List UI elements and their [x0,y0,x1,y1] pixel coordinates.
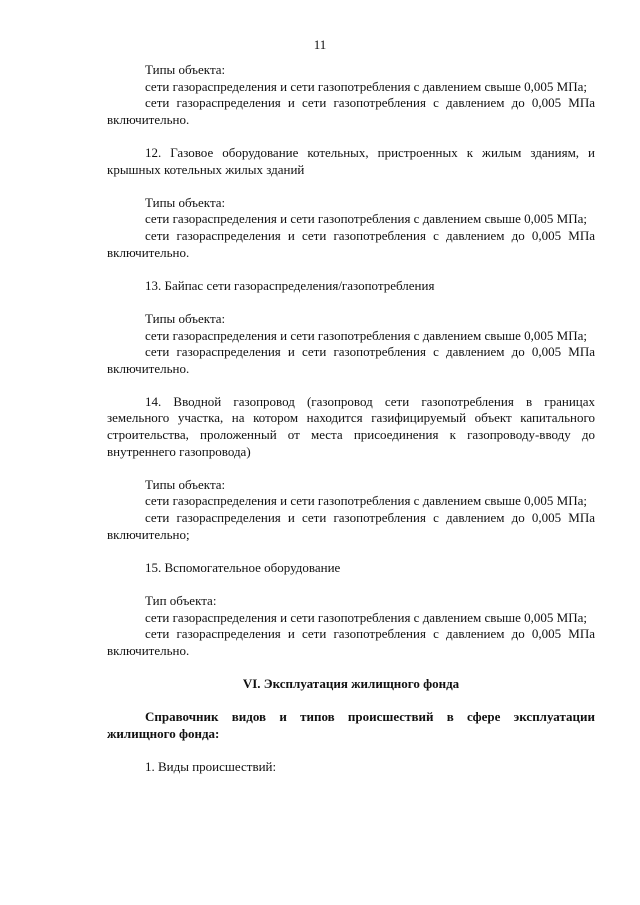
paragraph: сети газораспределения и сети газопотребления с давлением до 0,005 МПа включительно. [107,95,595,127]
paragraph: Типы объекта: [145,310,226,326]
paragraph: Справочник видов и типов происшествий в сфере эксплуатации жилищного фонда: [107,709,595,741]
paragraph: VI. Эксплуатация жилищного фонда [242,675,460,691]
page-number: 11 [313,37,327,52]
paragraph: 14. Вводной газопровод (газопровод сети газопотребления в границах земельного участка, на котором находится газифицируемый объект капитального строительства, проложенный от места присоединения к газопроводу-вводу до внутреннего газопровода) [107,393,595,459]
paragraph: сети газораспределения и сети газопотребления с давлением до 0,005 МПа включительно; [107,510,595,542]
paragraph: сети газораспределения и сети газопотребления с давлением свыше 0,005 МПа; [145,493,587,509]
paragraph: 12. Газовое оборудование котельных, пристроенных к жилым зданиям, и крышных котельных жилых зданий [107,144,595,177]
paragraph: 13. Байпас сети газораспределения/газопотребления [145,277,435,293]
paragraph: сети газораспределения и сети газопотребления с давлением свыше 0,005 МПа; [145,609,587,625]
paragraph: сети газораспределения и сети газопотребления с давлением свыше 0,005 МПа; [145,327,587,343]
paragraph: сети газораспределения и сети газопотребления с давлением свыше 0,005 МПа; [145,211,587,227]
paragraph: Тип объекта: [145,593,217,608]
paragraph: сети газораспределения и сети газопотребления с давлением свыше 0,005 МПа; [145,78,587,94]
paragraph: сети газораспределения и сети газопотребления с давлением до 0,005 МПа включительно. [107,344,595,376]
paragraph: 15. Вспомогательное оборудование [145,559,341,575]
paragraph: сети газораспределения и сети газопотребления с давлением до 0,005 МПа включительно. [107,626,595,658]
paragraph: Типы объекта: [145,62,226,77]
document-body [107,62,595,776]
paragraph: Типы объекта: [145,194,226,210]
paragraph: Типы объекта: [145,476,226,492]
paragraph: 1. Виды происшествий: [145,758,277,774]
paragraph: сети газораспределения и сети газопотребления с давлением до 0,005 МПа включительно. [107,227,595,260]
